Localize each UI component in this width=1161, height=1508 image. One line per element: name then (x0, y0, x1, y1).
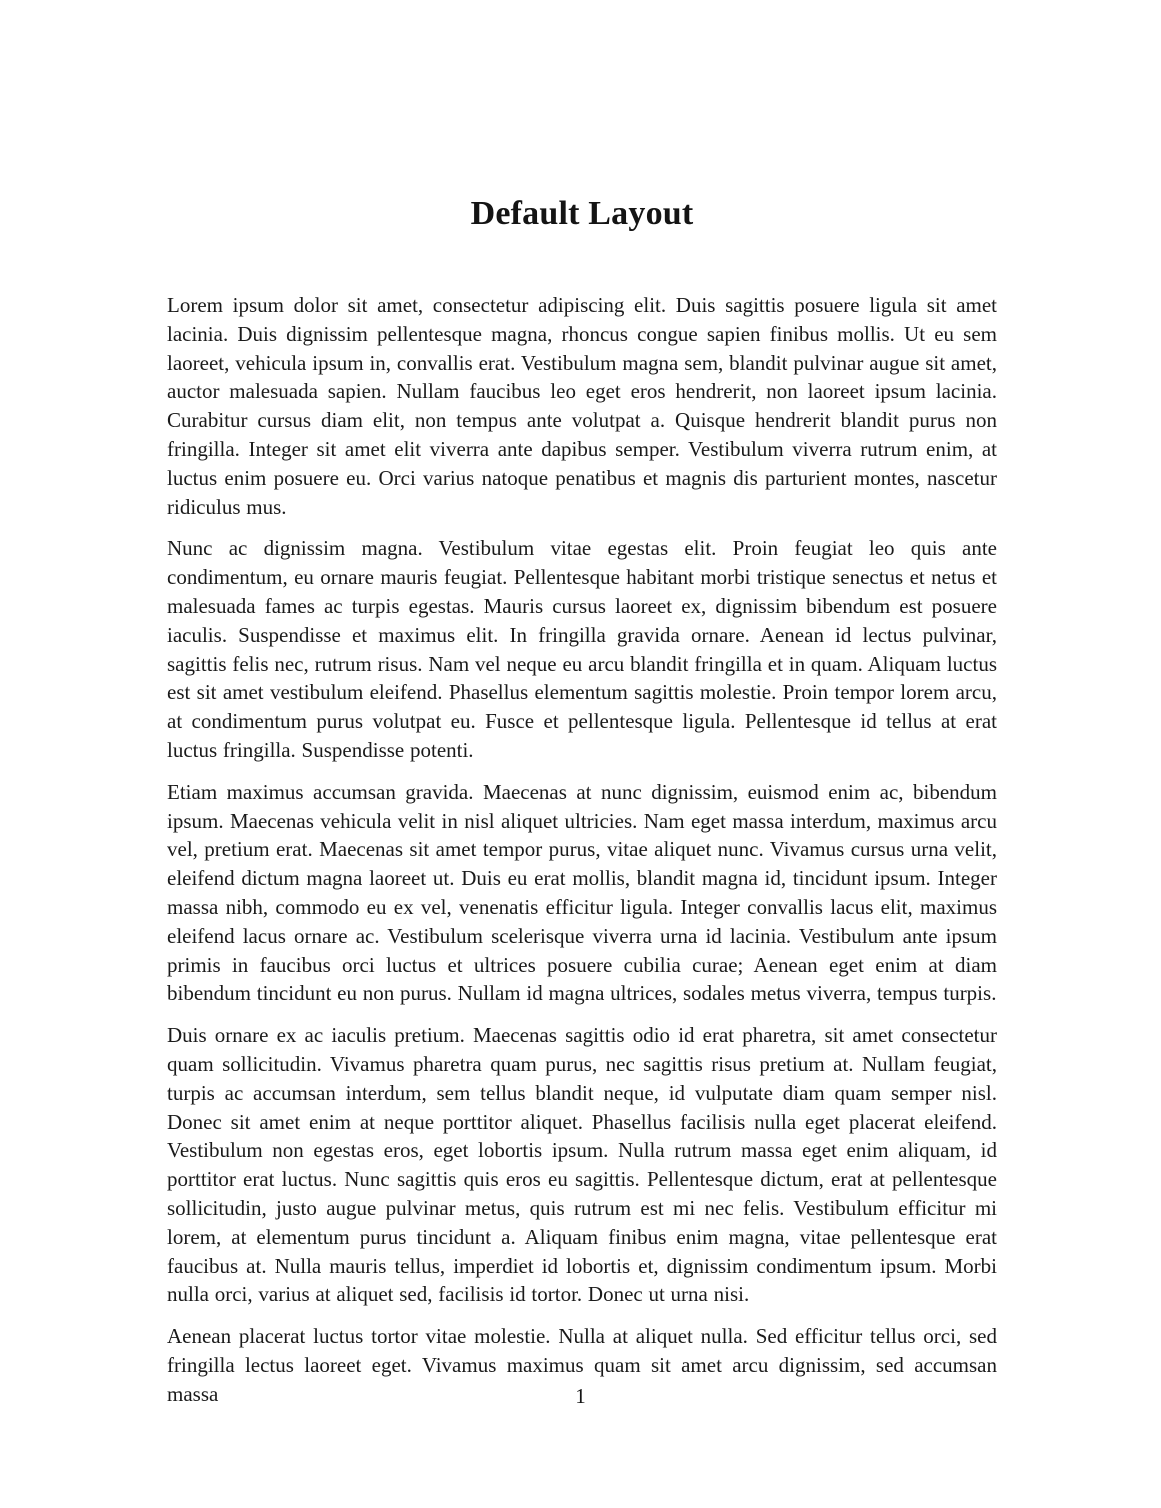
paragraph: Etiam maximus accumsan gravida. Maecenas at nunc dignissim, euismod enim ac, bibendum ipsum. Maecenas vehicula velit in nisl aliquet ultricies. Nam eget massa interdum, maximus arcu vel, pretium erat. Maecenas sit amet tempor purus, vitae aliquet nunc. Vivamus cursus urna velit, eleifend dictum magna laoreet ut. Duis eu erat mollis, blandit magna id, tincidunt ipsum. Integer massa nibh, commodo eu ex vel, venenatis efficitur ligula. Integer convallis lacus elit, maximus eleifend lacus ornare ac. Vestibulum scelerisque viverra urna id lacinia. Vestibulum ante ipsum primis in faucibus orci luctus et ultrices posuere cubilia curae; Aenean eget enim at diam bibendum tincidunt eu non purus. Nullam id magna ultrices, sodales metus viverra, tempus turpis. (167, 779, 997, 1006)
page-number: 1 (575, 1384, 586, 1408)
paragraph: Duis ornare ex ac iaculis pretium. Maecenas sagittis odio id erat pharetra, sit amet consectetur quam sollicitudin. Vivamus pharetra quam purus, nec sagittis risus pretium at. Nullam feugiat, turpis ac accumsan interdum, sem tellus blandit neque, id vulputate diam quam semper nisl. Donec sit amet enim at neque porttitor aliquet. Phasellus facilisis nulla eget placerat eleifend. Vestibulum non egestas eros, eget lobortis ipsum. Nulla rutrum massa eget enim aliquam, id porttitor erat luctus. Nunc sagittis quis eros eu sagittis. Pellentesque dictum, erat at pellentesque sollicitudin, justo augue pulvinar metus, quis rutrum est mi nec felis. Vestibulum efficitur mi lorem, at elementum purus tincidunt a. Aliquam finibus enim magna, vitae pellentesque erat faucibus at. Nulla mauris tellus, imperdiet id lobortis et, dignissim condimentum ipsum. Morbi nulla orci, varius at aliquet sed, facilisis id tortor. Donec ut urna nisi. (167, 1023, 997, 1307)
text-column (167, 0, 997, 1408)
page-title: Default Layout (470, 195, 694, 232)
paragraph: Aenean placerat luctus tortor vitae molestie. Nulla at aliquet nulla. Sed efficitur tellus orci, sed fringilla lectus laoreet eget. Vivamus maximus quam sit amet arcu dignissim, sed accumsan massa (167, 1324, 997, 1406)
body-text (167, 291, 997, 1408)
paragraph: Lorem ipsum dolor sit amet, consectetur adipiscing elit. Duis sagittis posuere ligula sit amet lacinia. Duis dignissim pellentesque magna, rhoncus congue sapien finibus mollis. Ut eu sem laoreet, vehicula ipsum in, convallis erat. Vestibulum magna sem, blandit pulvinar augue sit amet, auctor malesuada sapien. Nullam faucibus leo eget eros hendrerit, non laoreet ipsum lacinia. Curabitur cursus diam elit, non tempus ante volutpat a. Quisque hendrerit blandit purus non fringilla. Integer sit amet elit viverra ante dapibus semper. Vestibulum viverra rutrum enim, at luctus enim posuere eu. Orci varius natoque penatibus et magnis dis parturient montes, nascetur ridiculus mus. (167, 293, 997, 519)
paragraph: Nunc ac dignissim magna. Vestibulum vitae egestas elit. Proin feugiat leo quis ante condimentum, eu ornare mauris feugiat. Pellentesque habitant morbi tristique senectus et netus et malesuada fames ac turpis egestas. Mauris cursus laoreet ex, dignissim bibendum est posuere iaculis. Suspendisse et maximus elit. In fringilla gravida ornare. Aenean id lectus pulvinar, sagittis felis nec, rutrum risus. Nam vel neque eu arcu blandit fringilla et in quam. Aliquam luctus est sit amet vestibulum eleifend. Phasellus elementum sagittis molestie. Proin tempor lorem arcu, at condimentum purus volutpat eu. Fusce et pellentesque ligula. Pellentesque id tellus at erat luctus fringilla. Suspendisse potenti. (167, 536, 997, 762)
